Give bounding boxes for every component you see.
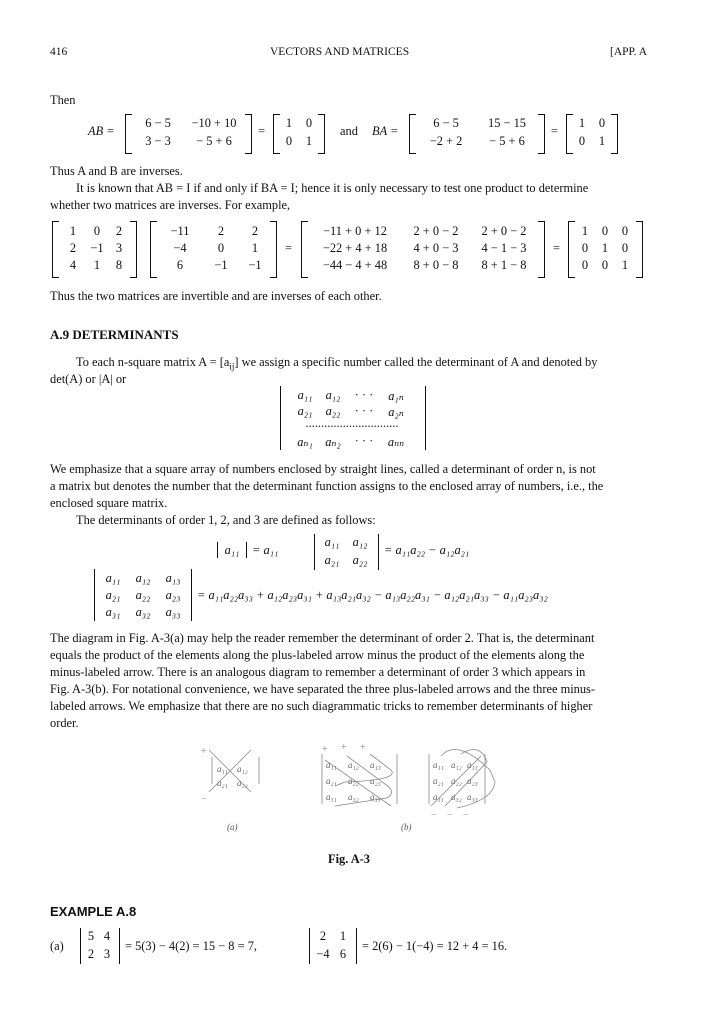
matrix-cell: 8 + 0 − 8 xyxy=(413,258,459,272)
bracket xyxy=(566,114,573,154)
plus-sign: + xyxy=(201,746,207,757)
matrix-cell: a₃₂ xyxy=(135,605,151,619)
fig-cell: a₃₂ xyxy=(451,792,462,802)
matrix-cell: 0 xyxy=(598,116,606,130)
fig-cell: a₃₁ xyxy=(326,792,337,802)
matrix-cell: a₁₁ xyxy=(224,543,240,557)
fig-cell: a₂₂ xyxy=(237,778,248,788)
matrix-cell: 1 xyxy=(578,116,586,130)
matrix-cell: 2 xyxy=(69,241,77,255)
matrix-cell: −22 + 4 + 18 xyxy=(322,241,388,255)
paragraph-line: a matrix but denotes the number that the determinant function assigns to the enclosed array of numbers, i.e., the xyxy=(50,479,604,493)
bracket xyxy=(568,221,575,278)
matrix-cell: a₁₁ xyxy=(297,388,313,402)
chapter-label: [APP. A xyxy=(610,46,648,58)
matrix-cell: 3 xyxy=(103,947,111,961)
figure-caption: Fig. A-3 xyxy=(328,852,370,866)
matrix-cell: a₂₁ xyxy=(297,404,313,418)
fig-cell: a₂₁ xyxy=(217,778,228,788)
order2-rhs: = a₁₁a₂₂ − a₁₂a₂₁ xyxy=(384,543,470,557)
matrix-cell: 4 + 0 − 3 xyxy=(413,241,459,255)
fig-cell: a₁₁ xyxy=(326,760,337,770)
matrix-cell: 0 xyxy=(581,241,589,255)
plus-sign: + xyxy=(360,742,366,753)
fig-cell: a₁₁ xyxy=(433,760,444,770)
bracket xyxy=(318,114,325,154)
determinant-bar xyxy=(80,928,81,964)
and-word: and xyxy=(340,124,358,138)
thus-invertible: Thus the two matrices are invertible and are inverses of each other. xyxy=(50,289,382,303)
matrix-cell: 6 − 5 xyxy=(433,116,459,130)
matrix-cell: 8 xyxy=(115,258,123,272)
matrix-cell: a₁₂ xyxy=(325,388,341,402)
bracket xyxy=(611,114,618,154)
matrix-cell: 1 xyxy=(285,116,293,130)
matrix-cell: 1 xyxy=(93,258,101,272)
matrix-cell: 0 xyxy=(305,116,313,130)
fig-cell: a₂₂ xyxy=(451,776,462,786)
dotted-row: .............................. xyxy=(305,416,399,430)
bracket xyxy=(150,221,157,278)
matrix-cell: 2 xyxy=(115,224,123,238)
determinant-bar xyxy=(246,542,247,558)
matrix-cell: 0 xyxy=(217,241,225,255)
section-heading: A.9 DETERMINANTS xyxy=(50,327,179,342)
matrix-cell: 3 xyxy=(115,241,123,255)
paragraph-line: order. xyxy=(50,716,79,730)
paragraph-line: We emphasize that a square array of numbers enclosed by straight lines, called a determinant of order n, is not xyxy=(50,462,596,476)
equals: = xyxy=(258,124,265,138)
page-number: 416 xyxy=(50,46,68,58)
bracket xyxy=(538,221,545,278)
matrix-cell: 6 xyxy=(339,947,347,961)
matrix-cell: 2 xyxy=(251,224,259,238)
subfigure-label-a: (a) xyxy=(227,822,238,832)
fig-cell: a₃₃ xyxy=(370,792,381,802)
matrix-cell: −2 + 2 xyxy=(429,134,463,148)
matrix-cell: 2 xyxy=(87,947,95,961)
matrix-cell: 2 + 0 − 2 xyxy=(413,224,459,238)
subfigure-label-b: (b) xyxy=(401,822,412,832)
paragraph-line: Fig. A-3(b). For notational convenience, we have separated the three plus-labeled arrows and the three minus- xyxy=(50,682,595,696)
ab-label: AB = xyxy=(88,124,115,138)
then-text: Then xyxy=(50,93,76,107)
matrix-cell: −4 xyxy=(316,947,330,961)
paragraph-line: equals the product of the elements along the plus-labeled arrow minus the product of the elements along the xyxy=(50,648,585,662)
matrix-cell: −11 xyxy=(170,224,190,238)
paragraph-line: labeled arrows. We emphasize that there are no such diagrammatic tricks to remember determinants of higher xyxy=(50,699,593,713)
matrix-cell: a₁₁ xyxy=(105,571,121,585)
matrix-cell: a₃₁ xyxy=(105,605,121,619)
matrix-cell: 6 xyxy=(176,258,184,272)
bracket xyxy=(636,221,643,278)
minus-sign: − xyxy=(447,810,453,821)
matrix-cell: a₂₁ xyxy=(105,588,121,602)
matrix-cell: a₂₃ xyxy=(165,588,181,602)
matrix-cell: 0 xyxy=(601,224,609,238)
order3-rhs: = a₁₁a₂₂a₃₃ + a₁₂a₂₃a₃₁ + a₁₃a₂₁a₃₂ − a₁₃a₂₂a₃₁ − a₁₂a₂₁a₃₃ − a₁₁a₂₃a₃₂ xyxy=(197,588,548,602)
fig-cell: a₁₁ xyxy=(217,764,228,774)
matrix-cell: 1 xyxy=(305,134,313,148)
matrix-cell: a₁₂ xyxy=(352,535,368,549)
bracket xyxy=(130,221,137,278)
matrix-cell: · · · xyxy=(354,434,374,448)
minus-sign: − xyxy=(463,810,469,821)
fig-cell: a₁₂ xyxy=(451,760,462,770)
matrix-cell: a₂₂ xyxy=(352,553,368,567)
equals: = xyxy=(553,241,560,255)
example-rhs-1: = 5(3) − 4(2) = 15 − 8 = 7, xyxy=(125,939,257,953)
matrix-cell: a₂₂ xyxy=(325,404,341,418)
fig-cell: a₁₂ xyxy=(348,760,359,770)
determinant-bar xyxy=(94,569,95,621)
matrix-cell: a₂₁ xyxy=(324,553,340,567)
determinant-bar xyxy=(280,386,281,450)
plus-sign: + xyxy=(341,742,347,753)
determinant-bar xyxy=(378,534,379,570)
equals: = xyxy=(285,241,292,255)
matrix-cell: 15 − 15 xyxy=(488,116,526,130)
minus-sign: − xyxy=(431,810,437,821)
bracket xyxy=(538,114,545,154)
matrix-cell: 1 xyxy=(621,258,629,272)
matrix-cell: 4 − 1 − 3 xyxy=(481,241,527,255)
text-span: ] we assign a specific number called the determinant of A and denoted by xyxy=(234,355,598,369)
matrix-cell: aₙ₁ xyxy=(297,435,313,449)
determinant-bar xyxy=(217,542,218,558)
determinant-bar xyxy=(309,928,310,964)
matrix-cell: 0 xyxy=(93,224,101,238)
matrix-cell: −1 xyxy=(248,258,262,272)
matrix-cell: a₃₃ xyxy=(165,605,181,619)
matrix-cell: · · · xyxy=(354,404,374,418)
matrix-cell: 1 xyxy=(69,224,77,238)
matrix-cell: − 5 + 6 xyxy=(489,134,525,148)
fig-cell: a₂₁ xyxy=(433,776,444,786)
fig-cell: a₂₂ xyxy=(348,776,359,786)
example-heading: EXAMPLE A.8 xyxy=(50,904,137,919)
subscript: ij xyxy=(229,361,235,372)
matrix-cell: −4 xyxy=(173,241,187,255)
matrix-cell: 0 xyxy=(621,224,629,238)
bracket xyxy=(273,114,280,154)
matrix-cell: 4 xyxy=(69,258,77,272)
bracket xyxy=(245,114,252,154)
matrix-cell: 1 xyxy=(581,224,589,238)
paragraph-line: The determinants of order 1, 2, and 3 are defined as follows: xyxy=(76,513,376,527)
matrix-cell: −1 xyxy=(90,241,104,255)
determinant-bar xyxy=(314,534,315,570)
paragraph-line: It is known that AB = I if and only if BA = I; hence it is only necessary to test one product to determine xyxy=(76,181,589,195)
fig-cell: a₁₂ xyxy=(237,764,248,774)
matrix-cell: 4 xyxy=(103,929,111,943)
matrix-cell: 3 − 3 xyxy=(145,134,171,148)
matrix-cell: −10 + 10 xyxy=(191,116,237,130)
matrix-cell: 0 xyxy=(578,134,586,148)
matrix-cell: aₙ₂ xyxy=(325,435,341,449)
order1-rhs: = a₁₁ xyxy=(252,543,279,557)
example-rhs-2: = 2(6) − 1(−4) = 12 + 4 = 16. xyxy=(362,939,508,953)
matrix-cell: 1 xyxy=(601,241,609,255)
determinant-bar xyxy=(425,386,426,450)
fig-cell: a₂₃ xyxy=(467,776,478,786)
bracket xyxy=(409,114,416,154)
matrix-cell: −11 + 0 + 12 xyxy=(323,224,387,238)
matrix-cell: 2 + 0 − 2 xyxy=(481,224,527,238)
paragraph-line: det(A) or |A| or xyxy=(50,372,127,386)
matrix-cell: 5 xyxy=(87,929,95,943)
determinant-bar xyxy=(356,928,357,964)
thus-inverses: Thus A and B are inverses. xyxy=(50,164,183,178)
matrix-cell: 2 xyxy=(319,929,327,943)
matrix-cell: 0 xyxy=(601,258,609,272)
determinant-bar xyxy=(191,569,192,621)
bracket xyxy=(52,221,59,278)
matrix-cell: −1 xyxy=(214,258,228,272)
fig-cell: a₁₃ xyxy=(370,760,381,770)
fig-cell: a₂₃ xyxy=(370,776,381,786)
fig-cell: a₂₁ xyxy=(326,776,337,786)
ba-label: BA = xyxy=(372,124,399,138)
matrix-cell: a₂ₙ xyxy=(388,405,404,419)
fig-cell: a₃₂ xyxy=(348,792,359,802)
matrix-cell: 0 xyxy=(285,134,293,148)
bracket xyxy=(270,221,277,278)
matrix-cell: − 5 + 6 xyxy=(196,134,232,148)
paragraph-line: The diagram in Fig. A-3(a) may help the reader remember the determinant of order 2. That is, the determinant xyxy=(50,631,595,645)
fig-cell: a₃₃ xyxy=(467,792,478,802)
matrix-cell: · · · xyxy=(354,388,374,402)
plus-sign: + xyxy=(322,744,328,755)
paragraph-line: enclosed square matrix. xyxy=(50,496,168,510)
matrix-cell: 2 xyxy=(217,224,225,238)
matrix-cell: a₁₃ xyxy=(165,571,181,585)
matrix-cell: a₁₂ xyxy=(135,571,151,585)
paragraph-line: whether two matrices are inverses. For example, xyxy=(50,198,291,212)
matrix-cell: 6 − 5 xyxy=(145,116,171,130)
bracket xyxy=(301,221,308,278)
minus-sign: − xyxy=(201,794,207,805)
figure-diagram xyxy=(195,742,505,837)
paragraph-line xyxy=(76,354,597,375)
matrix-cell: a₂₂ xyxy=(135,588,151,602)
running-title: VECTORS AND MATRICES xyxy=(270,46,410,58)
matrix-cell: −44 − 4 + 48 xyxy=(322,258,388,272)
matrix-cell: 0 xyxy=(621,241,629,255)
matrix-cell: 8 + 1 − 8 xyxy=(481,258,527,272)
fig-cell: a₃₁ xyxy=(433,792,444,802)
matrix-cell: 1 xyxy=(598,134,606,148)
equals: = xyxy=(551,124,558,138)
matrix-cell: a₁₁ xyxy=(324,535,340,549)
matrix-cell: 1 xyxy=(339,929,347,943)
matrix-cell: 1 xyxy=(251,241,259,255)
matrix-cell: aₙₙ xyxy=(387,435,405,449)
paragraph-line: minus-labeled arrow. There is an analogous diagram to remember a determinant of order 3 which appears in xyxy=(50,665,586,679)
fig-cell: a₁₃ xyxy=(467,760,478,770)
determinant-bar xyxy=(119,928,120,964)
matrix-cell: 0 xyxy=(581,258,589,272)
text-span: To each n-square matrix A = [a xyxy=(76,355,230,369)
bracket xyxy=(125,114,132,154)
matrix-cell: a₁ₙ xyxy=(388,389,404,403)
example-label: (a) xyxy=(50,939,64,953)
